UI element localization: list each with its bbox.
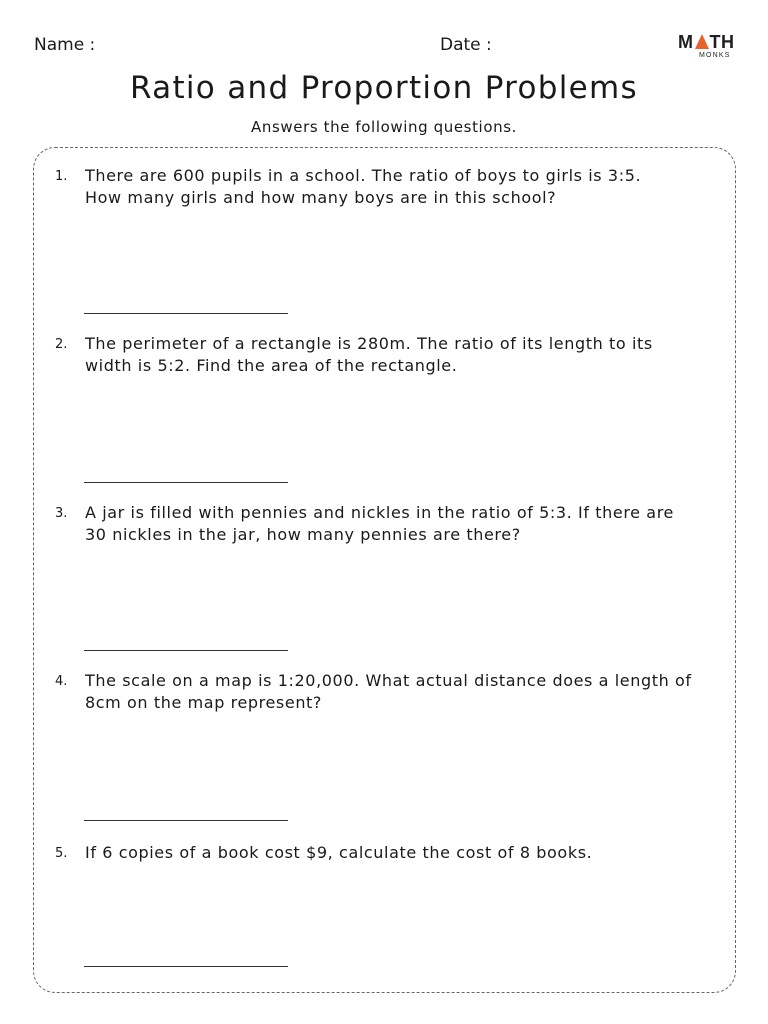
question-number: 3.: [55, 506, 68, 521]
triangle-icon: [695, 34, 709, 49]
logo-subtext: MONKS: [699, 52, 731, 59]
question-text: If 6 copies of a book cost $9, calculate the cost of 8 books.: [85, 843, 593, 862]
logo-word-right: TH: [709, 32, 735, 52]
math-monks-logo: [678, 33, 742, 63]
questions-box: [33, 147, 736, 993]
question-text: The scale on a map is 1:20,000. What actual distance does a length of 8cm on the map represent?: [85, 671, 692, 712]
question-text: There are 600 pupils in a school. The ratio of boys to girls is 3:5. How many girls and how many boys are in this school?: [85, 166, 642, 207]
date-label: Date :: [440, 35, 492, 55]
question-number: 4.: [55, 674, 68, 689]
question-number: 5.: [55, 846, 68, 861]
question-number: 1.: [55, 169, 68, 184]
worksheet-instructions: Answers the following questions.: [250, 118, 517, 136]
worksheet-title: Ratio and Proportion Problems: [129, 70, 638, 106]
answer-line-5[interactable]: [84, 966, 288, 967]
answer-line-2[interactable]: [84, 482, 288, 483]
answer-line-3[interactable]: [84, 650, 288, 651]
answer-line-1[interactable]: [84, 313, 288, 314]
name-label: Name :: [34, 35, 96, 55]
question-number: 2.: [55, 337, 68, 352]
answer-line-4[interactable]: [84, 820, 288, 821]
question-text: A jar is filled with pennies and nickles in the ratio of 5:3. If there are 30 nickles in the jar, how many pennies are there?: [85, 503, 674, 544]
question-text: The perimeter of a rectangle is 280m. The ratio of its length to its width is 5:2. Find the area of the rectangle.: [85, 334, 653, 375]
logo-wordmark: [678, 33, 742, 51]
logo-word-left: M: [678, 32, 694, 52]
